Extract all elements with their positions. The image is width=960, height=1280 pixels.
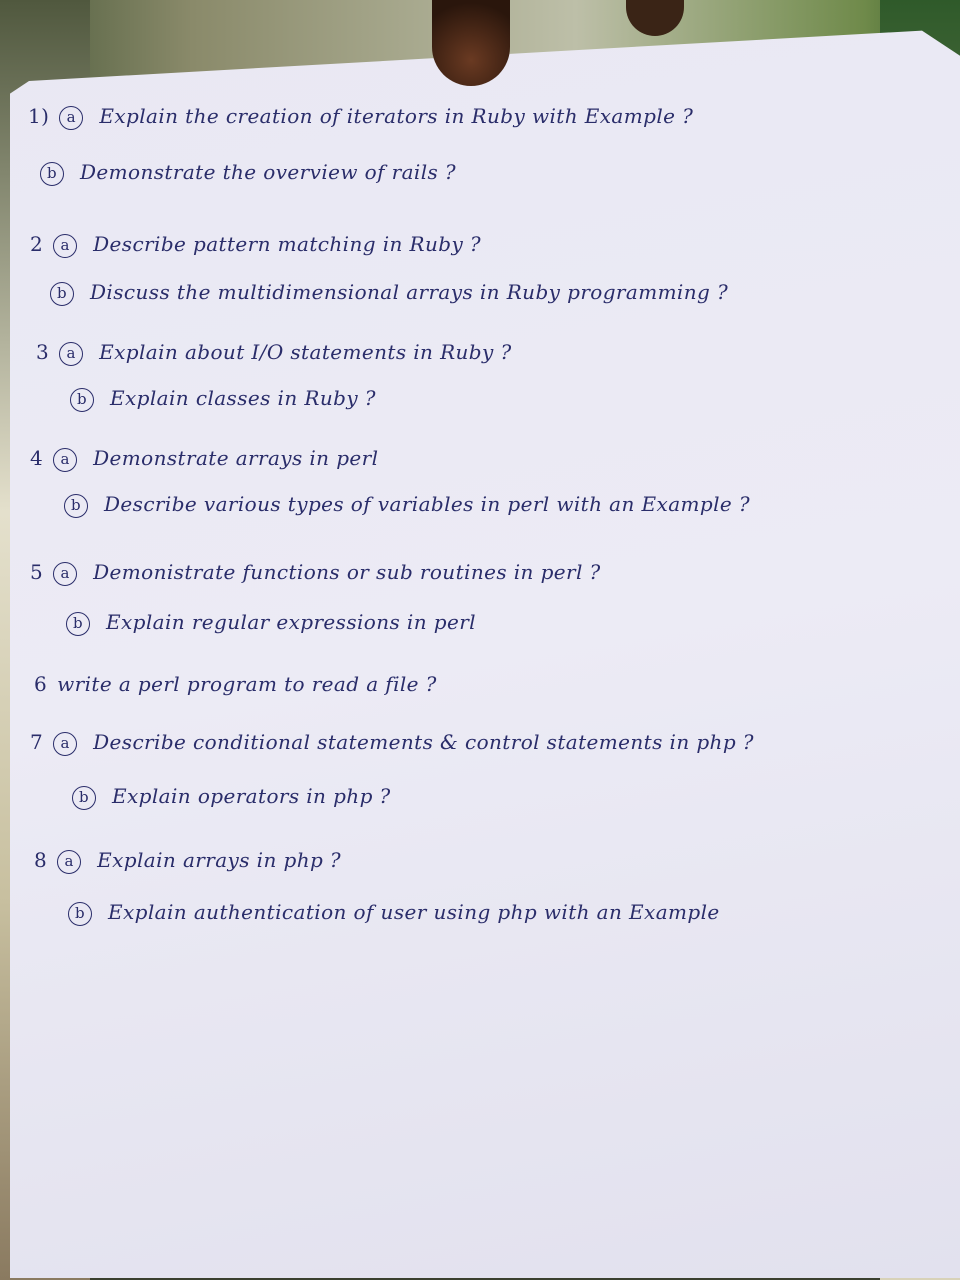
question-text: Describe pattern matching in Ruby ? <box>93 232 482 256</box>
question-number: 1) <box>28 104 50 128</box>
question-5b <box>56 610 476 636</box>
question-3a <box>36 340 512 366</box>
part-marker: b <box>66 612 90 636</box>
question-text: write a perl program to read a file ? <box>57 672 437 696</box>
part-marker: a <box>53 732 77 756</box>
question-6 <box>34 672 437 696</box>
question-number: 5 <box>30 560 44 584</box>
question-text: Explain the creation of iterators in Ruby with Example ? <box>99 104 694 128</box>
question-2b <box>40 280 728 306</box>
part-marker: b <box>70 388 94 412</box>
question-4a <box>30 446 378 472</box>
question-1b <box>30 160 456 186</box>
handwritten-page <box>10 18 960 1278</box>
part-marker: a <box>59 342 83 366</box>
thumb <box>432 0 510 86</box>
question-number: 2 <box>30 232 44 256</box>
question-number: 8 <box>34 848 48 872</box>
part-marker: b <box>64 494 88 518</box>
question-text: Describe conditional statements & control statements in php ? <box>93 730 754 754</box>
question-text: Discuss the multidimensional arrays in Ruby programming ? <box>90 280 729 304</box>
question-number: 6 <box>34 672 48 696</box>
question-text: Explain arrays in php ? <box>97 848 342 872</box>
question-text: Demonstrate the overview of rails ? <box>80 160 457 184</box>
question-text: Explain authentication of user using php with an Example <box>108 900 720 924</box>
part-marker: b <box>68 902 92 926</box>
question-text: Explain regular expressions in perl <box>106 610 476 634</box>
question-1a <box>28 104 693 130</box>
question-3b <box>60 386 376 412</box>
question-number: 3 <box>36 340 50 364</box>
part-marker: b <box>72 786 96 810</box>
part-marker: a <box>53 448 77 472</box>
question-4b <box>54 492 750 518</box>
question-text: Explain about I/O statements in Ruby ? <box>99 340 512 364</box>
question-8b <box>58 900 720 926</box>
question-text: Explain operators in php ? <box>112 784 391 808</box>
part-marker: b <box>40 162 64 186</box>
question-number: 7 <box>30 730 44 754</box>
part-marker: a <box>59 106 83 130</box>
question-2a <box>30 232 481 258</box>
question-text: Describe various types of variables in perl with an Example ? <box>104 492 750 516</box>
part-marker: b <box>50 282 74 306</box>
part-marker: a <box>53 562 77 586</box>
part-marker: a <box>53 234 77 258</box>
question-5a <box>30 560 601 586</box>
part-marker: a <box>57 850 81 874</box>
question-8a <box>34 848 341 874</box>
question-7b <box>62 784 391 810</box>
question-7a <box>30 730 754 756</box>
question-number: 4 <box>30 446 44 470</box>
question-text: Explain classes in Ruby ? <box>110 386 376 410</box>
question-text: Demonistrate functions or sub routines in perl ? <box>93 560 601 584</box>
question-text: Demonstrate arrays in perl <box>93 446 379 470</box>
